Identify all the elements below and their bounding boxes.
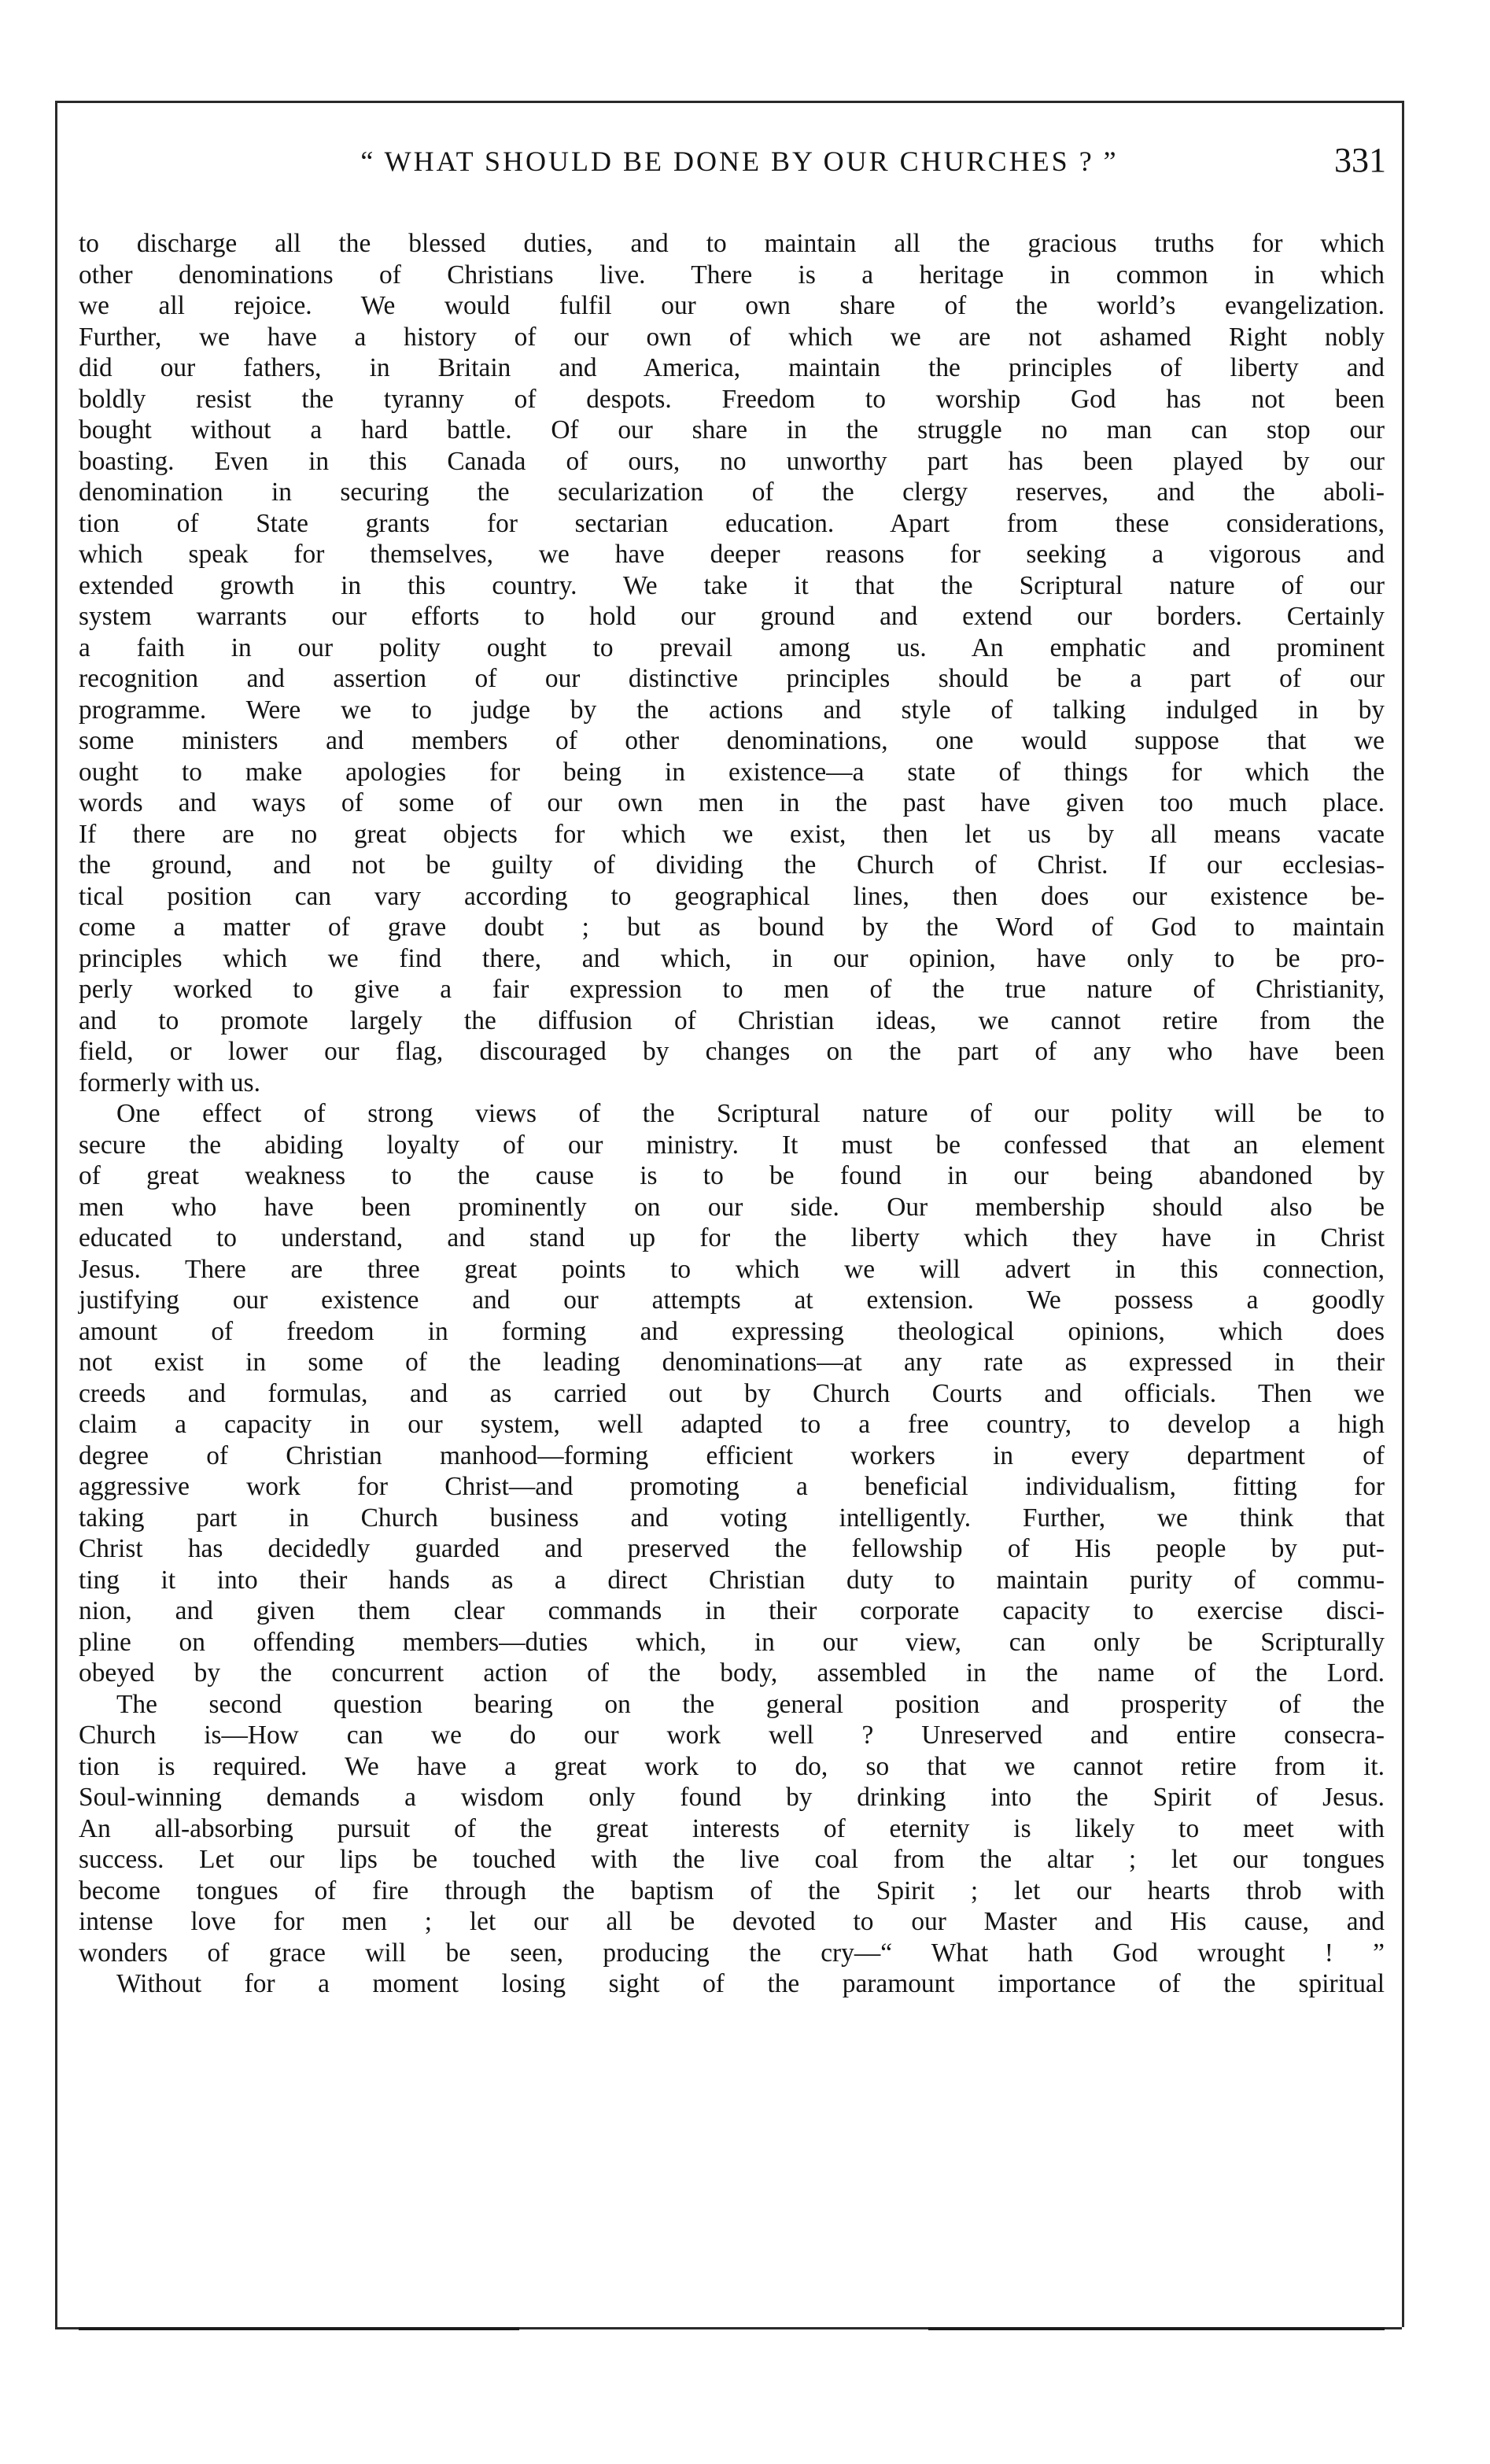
text-line: boldly resist the tyranny of despots. Freedom to worship God has not been [79, 384, 1385, 414]
text-line: bought without a hard battle. Of our share in the struggle no man can stop our [79, 415, 1385, 444]
text-line: amount of freedom in forming and expressing theological opinions, which does [79, 1316, 1385, 1346]
text-line: words and ways of some of our own men in the past have given too much place. [79, 788, 1385, 817]
text-line: perly worked to give a fair expression to men of the true nature of Christianity, [79, 975, 1385, 1004]
text-line: tical position can vary according to geographical lines, then does our existence be- [79, 881, 1385, 911]
text-line: success. Let our lips be touched with the live coal from the altar ; let our tongues [79, 1845, 1385, 1874]
paragraph-start-line: One effect of strong views of the Scriptural nature of our polity will be to [116, 1099, 1385, 1128]
text-line: the ground, and not be guilty of dividing the Church of Christ. If our ecclesias- [79, 850, 1385, 880]
text-line: to discharge all the blessed duties, and to maintain all the gracious truths for which [79, 229, 1385, 258]
text-line: educated to understand, and stand up for the liberty which they have in Christ [79, 1223, 1385, 1252]
text-line: If there are no great objects for which we exist, then let us by all means vacate [79, 819, 1385, 849]
text-line: wonders of grace will be seen, producing the cry—“ What hath God wrought ! ” [79, 1938, 1385, 1968]
text-line: system warrants our efforts to hold our ground and extend our borders. Certainly [79, 602, 1385, 631]
text-line: obeyed by the concurrent action of the body, assembled in the name of the Lord. [79, 1658, 1385, 1688]
text-line: we all rejoice. We would fulfil our own share of the world’s evangelization. [79, 291, 1385, 320]
text-line: justifying our existence and our attempts at extension. We possess a goodly [79, 1285, 1385, 1315]
running-title: “ WHAT SHOULD BE DONE BY OUR CHURCHES ? ” [360, 146, 1119, 177]
text-line: tion of State grants for sectarian education. Apart from these considerations, [79, 508, 1385, 538]
text-line: Jesus. There are three great points to which we will advert in this connection, [79, 1254, 1385, 1284]
text-line: principles which we find there, and which, in our opinion, have only to be pro- [79, 943, 1385, 973]
text-line: aggressive work for Christ—and promoting a beneficial individualism, fitting for [79, 1472, 1385, 1501]
text-line: formerly with us. [79, 1068, 260, 1097]
text-line: recognition and assertion of our distinctive principles should be a part of our [79, 664, 1385, 693]
text-line: not exist in some of the leading denominations—at any rate as expressed in their [79, 1348, 1385, 1377]
text-line: tion is required. We have a great work to do, so that we cannot retire from it. [79, 1751, 1385, 1781]
paragraph-start-line: The second question bearing on the general position and prosperity of the [116, 1689, 1385, 1719]
body-text [79, 228, 1385, 2000]
text-line: Church is—How can we do our work well ? Unreserved and entire consecra- [79, 1721, 1385, 1750]
text-line: ting it into their hands as a direct Christian duty to maintain purity of commu- [79, 1565, 1385, 1595]
text-line: degree of Christian manhood—forming efficient workers in every department of [79, 1440, 1385, 1470]
text-line: other denominations of Christians live. There is a heritage in common in which [79, 260, 1385, 290]
text-line: some ministers and members of other denominations, one would suppose that we [79, 726, 1385, 755]
text-line: An all-absorbing pursuit of the great interests of eternity is likely to meet with [79, 1813, 1385, 1843]
text-line: extended growth in this country. We take it that the Scriptural nature of our [79, 570, 1385, 600]
text-line: Christ has decidedly guarded and preserved the fellowship of His people by put- [79, 1534, 1385, 1563]
page-frame-right-rule [1402, 101, 1404, 2327]
page-number: 331 [1334, 141, 1386, 179]
text-line: come a matter of grave doubt ; but as bound by the Word of God to maintain [79, 913, 1385, 942]
text-line: nion, and given them clear commands in their corporate capacity to exercise disci- [79, 1596, 1385, 1625]
text-line: claim a capacity in our system, well adapted to a free country, to develop a high [79, 1410, 1385, 1439]
text-line: field, or lower our flag, discouraged by changes on the part of any who have been [79, 1037, 1385, 1066]
text-line: of great weakness to the cause is to be found in our being abandoned by [79, 1161, 1385, 1190]
footer-rule-left [79, 2327, 519, 2330]
text-line: did our fathers, in Britain and America, maintain the principles of liberty and [79, 353, 1385, 382]
text-line: secure the abiding loyalty of our ministry. It must be confessed that an element [79, 1130, 1385, 1160]
text-line: Further, we have a history of our own of which we are not ashamed Right nobly [79, 322, 1385, 352]
text-line: denomination in securing the secularization of the clergy reserves, and the aboli- [79, 478, 1385, 507]
text-line: ought to make apologies for being in existence—a state of things for which the [79, 757, 1385, 787]
page-frame-left-rule [55, 101, 57, 2327]
footer-rule-right [928, 2327, 1385, 2330]
text-line: pline on offending members—duties which, in our view, can only be Scripturally [79, 1627, 1385, 1657]
page-frame-top-rule [55, 101, 1402, 103]
text-line: creeds and formulas, and as carried out by Church Courts and officials. Then we [79, 1378, 1385, 1408]
text-line: become tongues of fire through the baptism of the Spirit ; let our hearts throb with [79, 1876, 1385, 1905]
text-line: intense love for men ; let our all be devoted to our Master and His cause, and [79, 1907, 1385, 1936]
text-line: men who have been prominently on our side. Our membership should also be [79, 1192, 1385, 1222]
text-line: taking part in Church business and voting intelligently. Further, we think that [79, 1503, 1385, 1533]
text-line: Soul-winning demands a wisdom only found by drinking into the Spirit of Jesus. [79, 1783, 1385, 1812]
text-line: programme. Were we to judge by the actions and style of talking indulged in by [79, 695, 1385, 725]
text-line: boasting. Even in this Canada of ours, no unworthy part has been played by our [79, 446, 1385, 476]
text-line: a faith in our polity ought to prevail among us. An emphatic and prominent [79, 633, 1385, 662]
text-line: and to promote largely the diffusion of Christian ideas, we cannot retire from the [79, 1005, 1385, 1035]
text-line: which speak for themselves, we have deeper reasons for seeking a vigorous and [79, 540, 1385, 569]
running-header [55, 140, 1392, 187]
paragraph-start-line: Without for a moment losing sight of the paramount importance of the spiritual [116, 1969, 1385, 1998]
